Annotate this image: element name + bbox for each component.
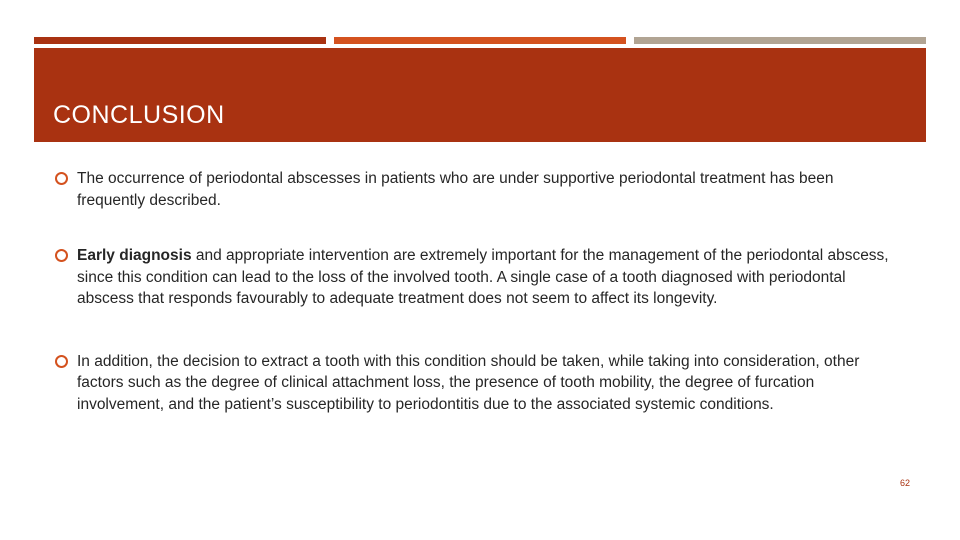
- bullet-list: [55, 168, 890, 415]
- circle-bullet-icon: [55, 249, 68, 262]
- bullet-text: In addition, the decision to extract a tooth with this condition should be taken, while taking into consideration, other factors such as the degree of clinical attachment loss, the presence of tooth mobility, the degree of furcation involvement, and the patient’s susceptibility to periodontitis due to the associated systemic conditions.: [77, 352, 860, 413]
- circle-bullet-icon: [55, 172, 68, 185]
- slide-title: CONCLUSION: [53, 101, 225, 129]
- header-stripe-rust: [34, 37, 326, 44]
- header-stripe-taupe: [634, 37, 926, 44]
- bullet-item: [55, 168, 890, 211]
- page-number: 62: [899, 478, 910, 488]
- circle-bullet-icon: [55, 355, 68, 368]
- bullet-text: and appropriate intervention are extremely important for the management of the periodontal abscess, since this condition can lead to the loss of the involved tooth. A single case of a tooth diagnosed with periodontal abscess that responds favourably to adequate treatment does not seem to affect its longevity.: [77, 247, 889, 307]
- bullet-item: [55, 351, 890, 416]
- bullet-item: [55, 245, 890, 310]
- title-bar: [34, 48, 926, 142]
- header-stripe-orange: [334, 37, 626, 44]
- bullet-lead-text: Early diagnosis: [77, 247, 192, 264]
- bullet-text: The occurrence of periodontal abscesses in patients who are under supportive periodontal treatment has been frequently described.: [77, 170, 834, 209]
